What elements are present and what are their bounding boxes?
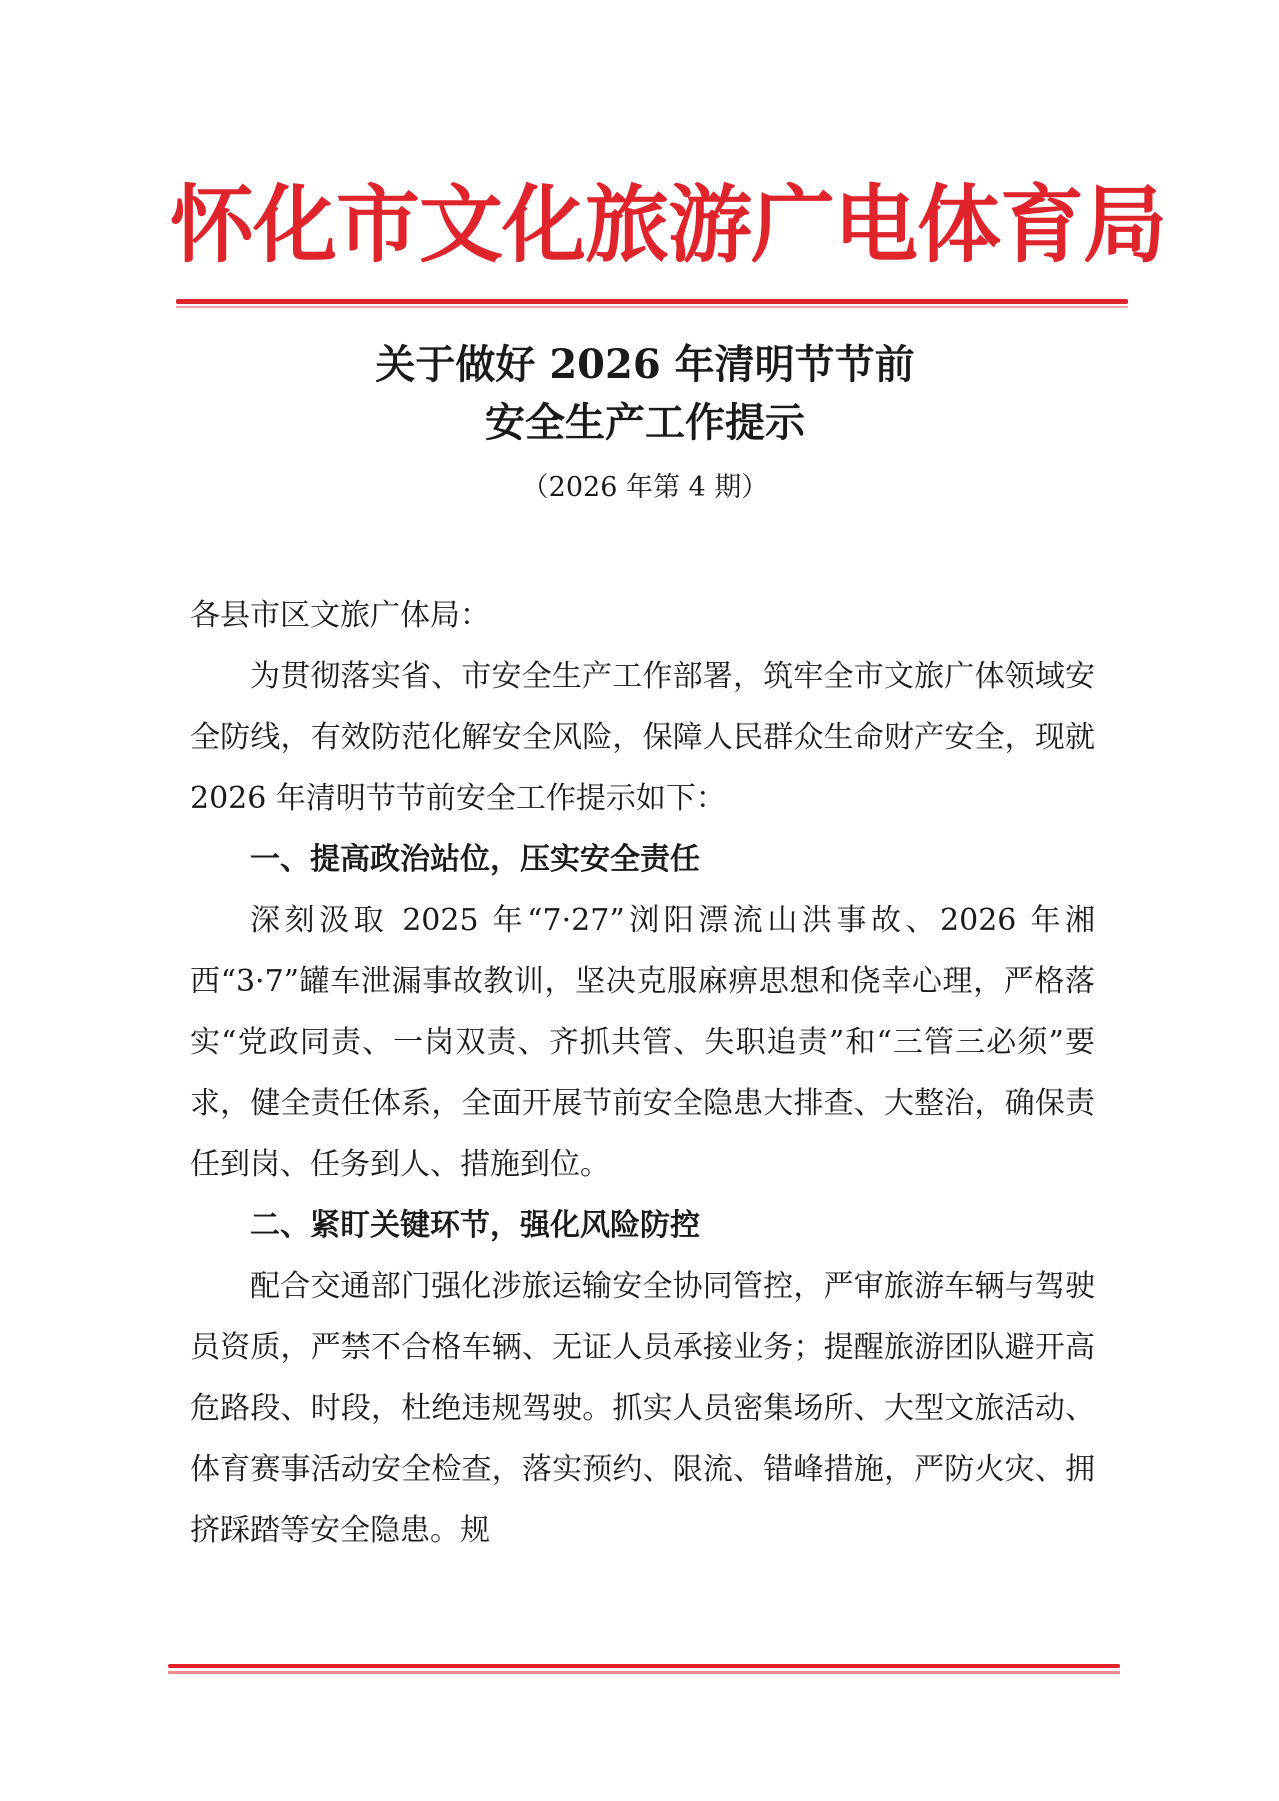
footer-red-divider [168, 1664, 1120, 1668]
salutation: 各县市区文旅广体局： [190, 598, 490, 633]
document-title-line-2: 安全生产工作提示 [485, 399, 805, 446]
intro-paragraph: 为贯彻落实省、市安全生产工作部署，筑牢全市文旅广体领域安全防线，有效防范化解安全风险，保障人民群众生命财产安全，现就 2026 年清明节节前安全工作提示如下： [190, 659, 1095, 816]
section-1-paragraph: 深刻汲取 2025 年“7·27”浏阳漂流山洪事故、2026 年湘西“3·7”罐车泄漏事故教训，坚决克服麻痹思想和侥幸心理，严格落实“党政同责、一岗双责、齐抓共管、失职追责”和“三管三必须”要求，健全责任体系，全面开展节前安全隐患大排查、大整治，确保责任到岗、任务到人、措施到位。 [190, 903, 1095, 1182]
document-body [190, 585, 1095, 1561]
issue-number: （2026 年第 4 期） [521, 472, 769, 503]
document-title [170, 336, 1120, 452]
section-1-heading: 一、提高政治站位，压实安全责任 [250, 842, 700, 877]
document-title-line-1: 关于做好 2026 年清明节节前 [375, 341, 915, 388]
letterhead-agency-name: 怀化市文化旅游广电体育局 [170, 176, 1167, 274]
section-2-paragraph: 配合交通部门强化涉旅运输安全协同管控，严审旅游车辆与驾驶员资质，严禁不合格车辆、无证人员承接业务；提醒旅游团队避开高危路段、时段，杜绝违规驾驶。抓实人员密集场所、大型文旅活动、体育赛事活动安全检查，落实预约、限流、错峰措施，严防火灾、拥挤踩踏等安全隐患。规 [190, 1269, 1095, 1548]
letterhead-red-divider [176, 299, 1128, 304]
section-2-heading: 二、紧盯关键环节，强化风险防控 [250, 1208, 700, 1243]
